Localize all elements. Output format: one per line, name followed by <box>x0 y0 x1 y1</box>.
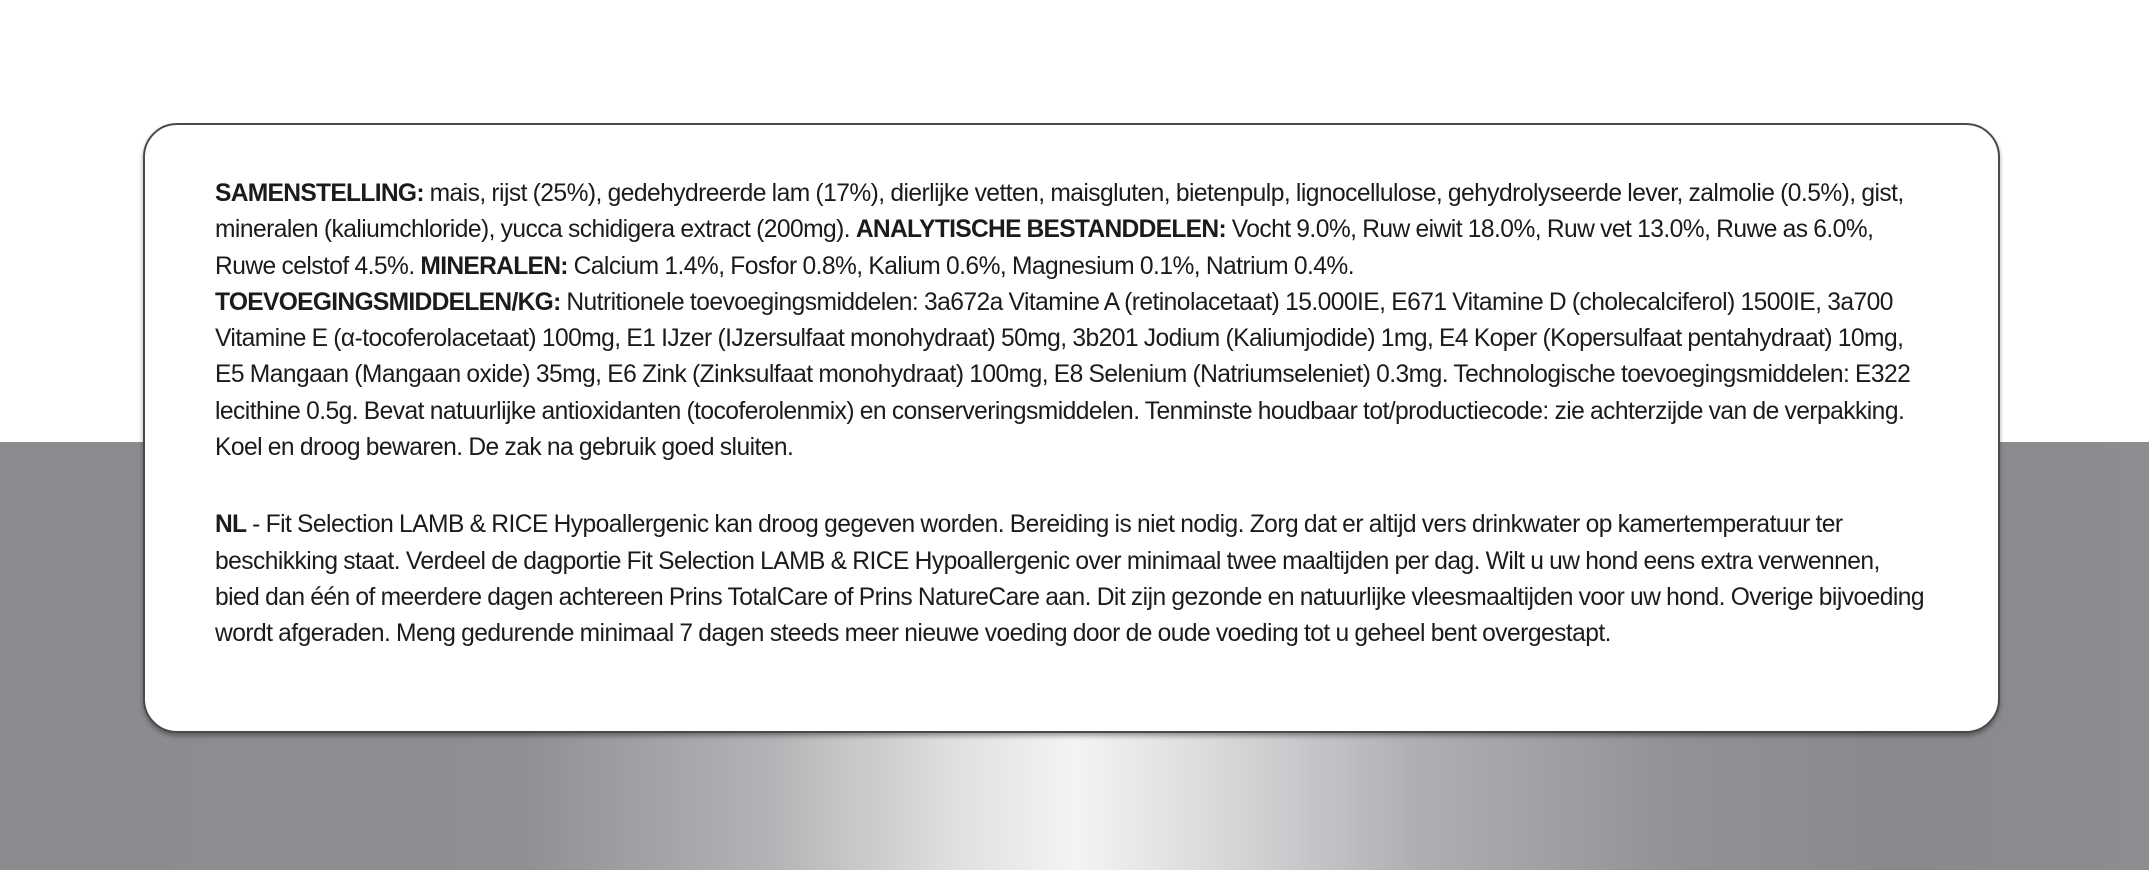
mineralen-heading: MINERALEN: <box>420 252 568 280</box>
language-code-label: NL <box>215 511 247 539</box>
feeding-instructions-paragraph <box>215 507 1928 652</box>
samenstelling-heading: SAMENSTELLING: <box>215 180 424 207</box>
mineralen-text: Calcium 1.4%, Fosfor 0.8%, Kalium 0.6%, Magnesium 0.1%, Natrium 0.4%. <box>567 252 1354 280</box>
analytische-bestanddelen-heading: ANALYTISCHE BESTANDDELEN: <box>855 216 1226 244</box>
feeding-instructions-text: - Fit Selection LAMB & RICE Hypoallergenic kan droog gegeven worden. Bereiding is niet nodig. Zorg dat er altijd vers drinkwater op kamertemperatuur ter beschikking staat. Verdeel de dagportie Fit Selection LAMB & RICE Hypoallergenic over minimaal twee maaltijden per dag. Wilt u uw hond eens extra verwennen, bied dan één of meerdere dagen achtereen Prins TotalCare of Prins NatureCare aan. Dit zijn gezonde en natuurlijke vleesmaaltijden voor uw hond. Overige bijvoeding wordt afgeraden. Meng gedurende minimaal 7 dagen steeds meer nieuwe voeding door de oude voeding tot u geheel bent overgestapt. <box>215 511 1925 648</box>
toevoegingsmiddelen-heading: TOEVOEGINGSMIDDELEN/KG: <box>215 288 561 316</box>
ingredient-label-panel <box>143 123 2000 733</box>
samenstelling-text: mais, rijst (25%), gedehydreerde lam (17%), dierlijke vetten, maisgluten, bietenpulp, lignocellulose, gehydrolyseerde lever, zalmolie (0.5%), gist, mineralen (kaliumchloride), yucca schidigera extract (200mg). <box>215 180 1904 244</box>
toevoegingsmiddelen-text: Nutritionele toevoegingsmiddelen: 3a672a Vitamine A (retinolacetaat) 15.000IE, E671 Vitamine D (cholecalciferol) 1500IE, 3a700 Vitamine E (α-tocoferolacetaat) 100mg, E1 IJzer (IJzersulfaat monohydraat) 50mg, 3b201 Jodium (Kaliumjodide) 1mg, E4 Koper (Kopersulfaat pentahydraat) 10mg, E5 Mangaan (Mangaan oxide) 35mg, E6 Zink (Zinksulfaat monohydraat) 100mg, E8 Selenium (Natriumseleniet) 0.3mg. Technologische toevoegingsmiddelen: E322 lecithine 0.5g. Bevat natuurlijke antioxidanten (tocoferolenmix) en conserveringsmiddelen. Tenminste houdbaar tot/productiecode: zie achterzijde van de verpakking. Koel en droog bewaren. De zak na gebruik goed sluiten. <box>215 288 1911 462</box>
composition-paragraph <box>215 176 1928 466</box>
analytische-bestanddelen-text: Vocht 9.0%, Ruw eiwit 18.0%, Ruw vet 13.0%, Ruwe as 6.0%, Ruwe celstof 4.5%. <box>215 216 1874 280</box>
